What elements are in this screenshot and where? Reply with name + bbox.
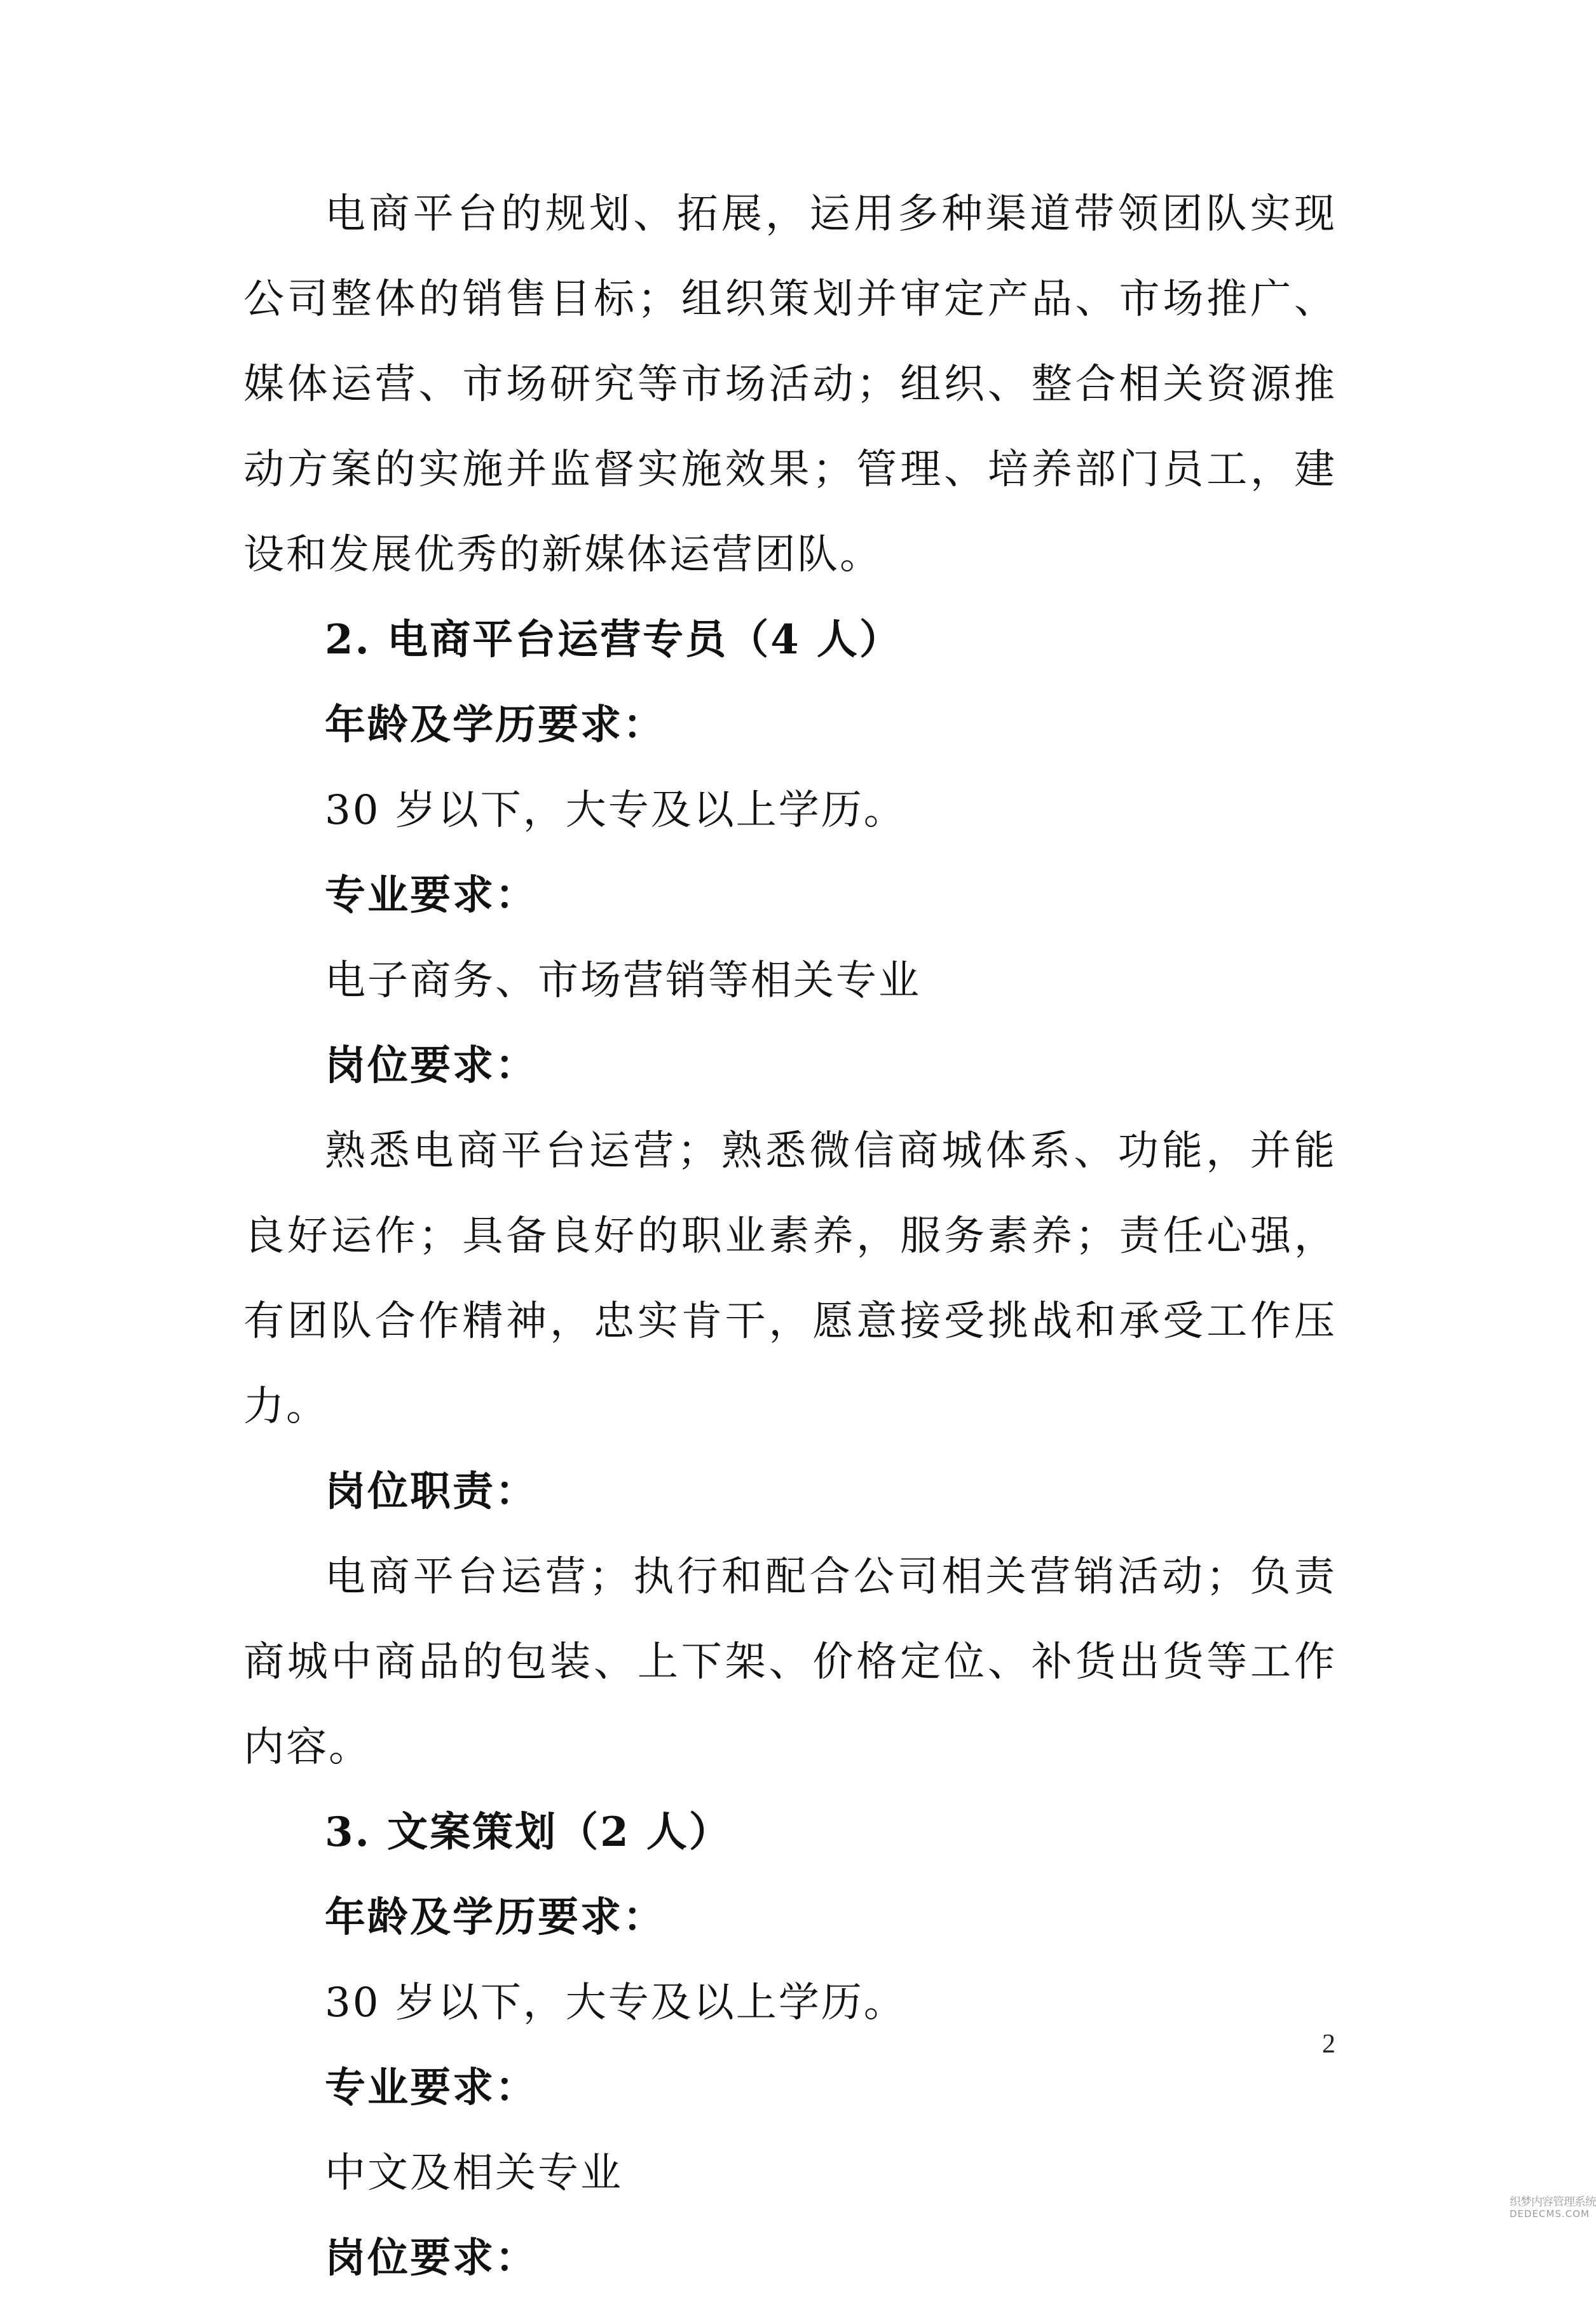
subheading-job-requirements: 岗位要求： <box>325 1042 538 1089</box>
document-body <box>243 172 1337 2301</box>
subheading-major-2: 专业要求： <box>325 2064 538 2112</box>
subheading-major: 专业要求： <box>325 871 538 919</box>
paragraph-age-education-2: 30 岁以下，大专及以上学历。 <box>325 1979 906 2026</box>
paragraph-job-requirements: 熟悉电商平台运营；熟悉微信商城体系、功能，并能良好运作；具备良好的职业素养，服务素养；责任心强，有团队合作精神，忠实肯干，愿意接受挑战和承受工作压力。 <box>243 1128 1337 1430</box>
subheading-age-education-2: 年龄及学历要求： <box>325 1894 665 1941</box>
paragraph-major: 电子商务、市场营销等相关专业 <box>325 957 921 1004</box>
paragraph-responsibilities-continued: 电商平台的规划、拓展，运用多种渠道带领团队实现公司整体的销售目标；组织策划并审定产品、市场推广、媒体运营、市场研究等市场活动；组织、整合相关资源推动方案的实施并监督实施效果；管理、培养部门员工，建设和发展优秀的新媒体运营团队。 <box>243 191 1337 578</box>
paragraph-age-education: 30 岁以下，大专及以上学历。 <box>325 787 906 834</box>
subheading-job-requirements-2: 岗位要求： <box>325 2234 538 2282</box>
site-watermark <box>1510 2195 1596 2222</box>
subheading-age-education: 年龄及学历要求： <box>325 701 665 749</box>
watermark-line-2: DEDECMS.COM <box>1510 2208 1590 2220</box>
watermark-line-1: 织梦内容管理系统 <box>1510 2195 1596 2209</box>
subheading-job-duties: 岗位职责： <box>325 1468 538 1515</box>
page-number: 2 <box>1322 2030 1335 2059</box>
paragraph-job-duties: 电商平台运营；执行和配合公司相关营销活动；负责商城中商品的包装、上下架、价格定位、补货出货等工作内容。 <box>243 1553 1337 1771</box>
section-heading-copywriter: 3. 文案策划（2 人） <box>325 1808 732 1856</box>
section-heading-ecommerce-operator: 2. 电商平台运营专员（4 人） <box>325 616 902 664</box>
paragraph-major-2: 中文及相关专业 <box>325 2150 623 2197</box>
